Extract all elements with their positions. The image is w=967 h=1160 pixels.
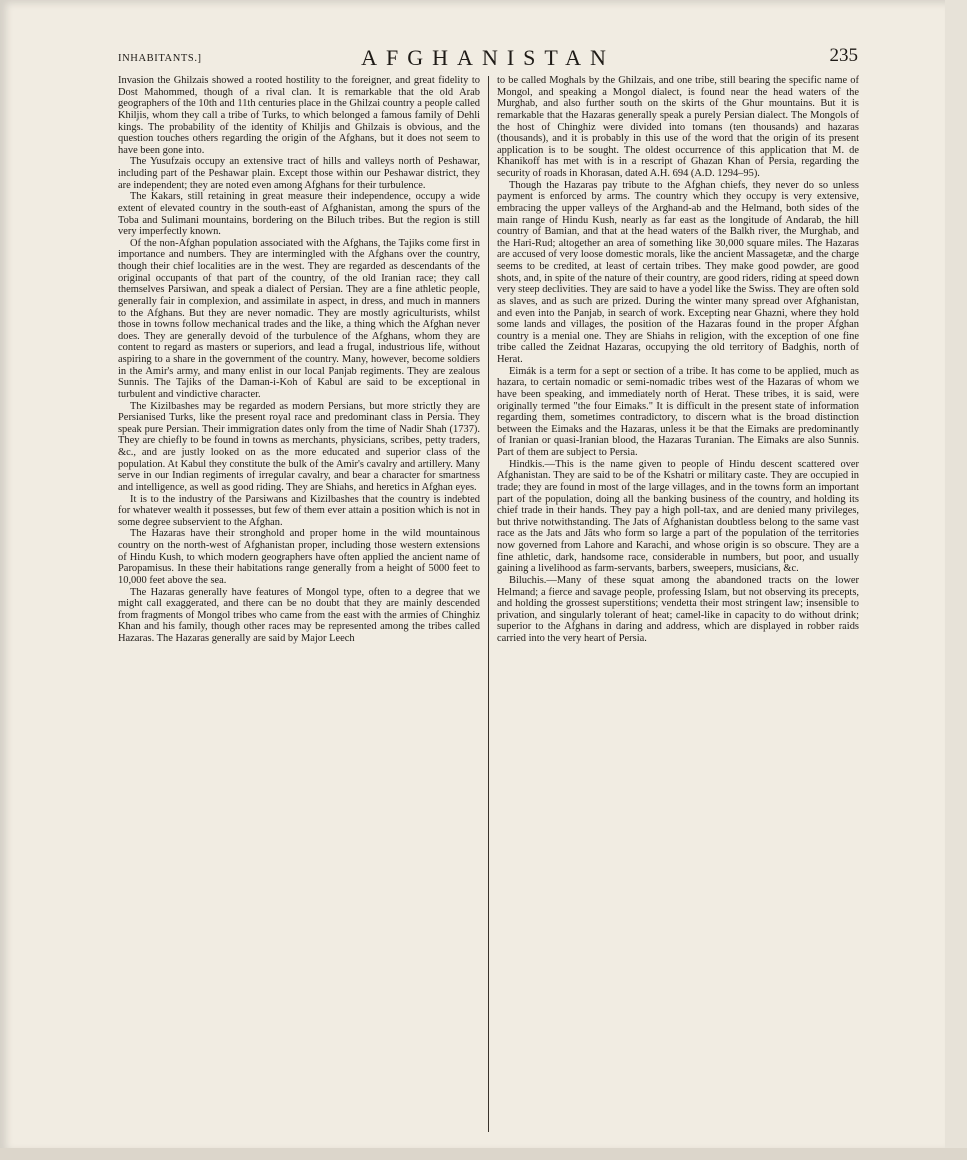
page-edge bbox=[0, 1148, 967, 1160]
paragraph: The Yusufzais occupy an extensive tract of hills and valleys north of Peshawar, including part of the Peshawar plain. Except those within our Peshawar district, they are independent; they are noted even among Afghans for their turbulence. bbox=[118, 156, 480, 191]
paragraph: The Hazaras have their stronghold and proper home in the wild mountainous country on the north-west of Afghanistan proper, including those western extensions of Hindu Kush, to which modern geographers have often applied the ancient name of Paropamisus. In these their habitations range generally from a height of 5000 feet to 10,000 feet above the sea. bbox=[118, 528, 480, 586]
paragraph: The Kakars, still retaining in great measure their independence, occupy a wide extent of elevated country in the south-east of Afghanistan, among the spurs of the Toba and Sulimani mountains, bordering on the Biluch tribes. But the region is still very imperfectly known. bbox=[118, 191, 480, 238]
paragraph: to be called Moghals by the Ghilzais, and one tribe, still bearing the specific name of Mongol, and speaking a Mongol dialect, is found near the head waters of the Murghab, and also further south on the skirts of the Ghur mountains. But it is remarkable that the Hazaras generally speak a purely Persian dialect. The Mongols of the host of Chinghiz were divided into tomans (ten thousands) and hazaras (thousands), and it is probably in this use of the word that the origin of its present application is to be sought. The oldest occurrence of this application that M. de Khanikoff has met with is in a rescript of Ghazan Khan of Persia, regarding the security of roads in Khorasan, dated A.H. 694 (A.D. 1294–95). bbox=[497, 75, 859, 179]
page-header bbox=[118, 45, 858, 71]
page-edge bbox=[945, 0, 967, 1160]
column-divider bbox=[488, 76, 489, 1132]
paragraph: Though the Hazaras pay tribute to the Afghan chiefs, they never do so unless payment is enforced by arms. The country which they occupy is very extensive, embracing the upper valleys of the Arghand-ab and the Helmand, both sides of the main range of Hindu Kush, nearly as far east as the longitude of Andarab, the hill country of Bamian, and that at the head waters of the Balkh river, the Murghab, and the Hari-Rud; altogether an area of something like 30,000 square miles. The Hazaras are accused of very loose domestic morals, like the ancient Massagetæ, and the charge seems to be credited, at least of certain tribes. They make good powder, are good shots, and, in spite of the nature of their country, are good riders, riding at speed down very steep declivities. They are said to have a yodel like the Swiss. They are often sold as slaves, and as such are prized. During the winter many spread over Afghanistan, and even into the Panjab, in search of work. Excepting near Ghazni, where they hold some lands and villages, the position of the Hazaras found in the proper Afghan country is a menial one. They are Shiahs in religion, with the exception of one fine tribe called the Zeidnat Hazaras, occupying the old territory of Badghis, north of Herat. bbox=[497, 179, 859, 365]
paragraph: Invasion the Ghilzais showed a rooted hostility to the foreigner, and great fidelity to Dost Mahommed, though of a rival clan. It is remarkable that the old Arab geographers of the 10th and 11th centuries place in the Ghilzai country a people called Khiljis, whom they call a tribe of Turks, to which belonged a famous family of Dehli kings. The probability of the identity of Khiljis and Ghilzais is obvious, and the question touches others regarding the origin of the Afghans, but it does not seem to have been gone into. bbox=[118, 75, 480, 156]
page-number: 235 bbox=[829, 45, 858, 66]
paragraph: Of the non-Afghan population associated with the Afghans, the Tajiks come first in importance and numbers. They are intermingled with the Afghans over the country, though their chief localities are in the west. They are regarded as descendants of the original occupants of that part of the country, of the old Iranian race; they call themselves Parsiwan, and speak a dialect of Persian. They are a fine athletic people, generally fair in complexion, and assimilate in aspect, in dress, and much in manners to the Afghans. But they are never nomadic. They are mostly agriculturists, whilst those in towns follow mechanical trades and the like, a thing which the Afghan never does. They are generally devoid of the turbulence of the Afghans, whom they are content to regard as masters or superiors, and lead a frugal, industrious life, without aspiring to a share in the government of the country. Many, however, become soldiers in the Amir's army, and many enlist in our local Panjab regiments. They are zealous Sunnis. The Tajiks of the Daman-i-Koh of Kabul are said to be exceptional in turbulent and vindictive character. bbox=[118, 237, 480, 400]
right-column bbox=[497, 75, 859, 645]
paragraph: The Kizilbashes may be regarded as modern Persians, but more strictly they are Persianised Turks, like the present royal race and predominant class in Persia. They speak pure Persian. Their immigration dates only from the time of Nadir Shah (1737). They are chiefly to be found in towns as merchants, physicians, scribes, petty traders, &c., and are justly looked on as the more educated and superior class of the population. At Kabul they constitute the bulk of the Amir's cavalry and artillery. Many serve in our Indian regiments of irregular cavalry, and bear a character for smartness and intelligence, as well as good riding. They are Shiahs, and heretics in Afghan eyes. bbox=[118, 400, 480, 493]
paragraph: It is to the industry of the Parsiwans and Kizilbashes that the country is indebted for whatever wealth it possesses, but few of them ever attain a position which is not in some degree subservient to the Afghan. bbox=[118, 493, 480, 528]
paragraph: Biluchis.—Many of these squat among the abandoned tracts on the lower Helmand; a fierce and savage people, professing Islam, but not observing its precepts, and holding the grossest superstitions; vendetta their most stringent law; insensible to privation, and singularly tolerant of heat; camel-like in capacity to do without drink; superior to the Afghans in daring and address, which are displayed in robber raids carried into the very heart of Persia. bbox=[497, 574, 859, 644]
section-heading: INHABITANTS.] bbox=[118, 53, 202, 64]
left-column bbox=[118, 75, 480, 645]
paragraph: The Hazaras generally have features of Mongol type, often to a degree that we might call exaggerated, and there can be no doubt that they are mainly descended from fragments of Mongol tribes who came from the east with the armies of Chinghiz Khan and his family, though other races may be represented among the tribes called Hazaras. The Hazaras generally are said by Major Leech bbox=[118, 586, 480, 644]
page-title: AFGHANISTAN bbox=[361, 45, 615, 70]
paragraph: Hindkis.—This is the name given to people of Hindu descent scattered over Afghanistan. They are said to be of the Kshatri or military caste. They are occupied in trade; they are found in most of the large villages, and in the towns form an important part of the population, doing all the banking business of the country, and holding its chief trade in their hands. They pay a high poll-tax, and are denied many privileges, but thrive notwithstanding. The Jats of Afghanistan doubtless belong to the same vast race as the Jats and Jâts who form so large a part of the population of the territories now governed from Lahore and Karachi, and whose origin is so obscure. They are a fine athletic, dark, handsome race, considerable in numbers, but poor, and usually gaining a livelihood as farm-servants, barbers, sweepers, musicians, &c. bbox=[497, 458, 859, 575]
paragraph: Eimák is a term for a sept or section of a tribe. It has come to be applied, much as hazara, to certain nomadic or semi-nomadic tribes west of the Hazaras of whom we have been speaking, and immediately north of Herat. These tribes, it is said, were originally termed "the four Eimaks." It is difficult in the present state of information regarding them, sometimes contradictory, to discern what is the broad distinction between the Eimaks and the Hazaras, unless it be that the Eimaks are predominantly of Iranian or quasi-Iranian blood, the Hazaras Turanian. The Eimaks are also Sunnis. Part of them are subject to Persia. bbox=[497, 365, 859, 458]
